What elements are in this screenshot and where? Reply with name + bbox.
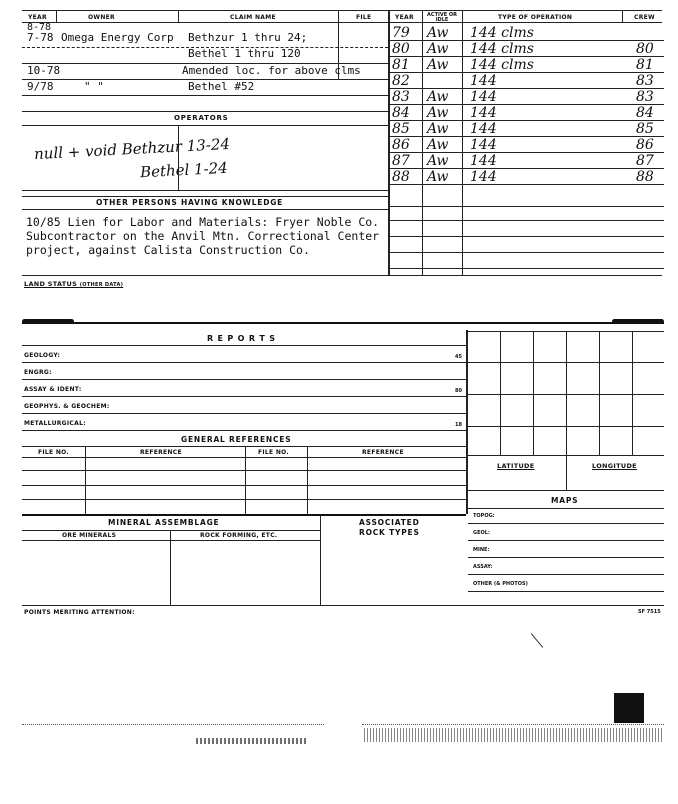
- activity-year: 79: [392, 25, 410, 41]
- mineral-assemblage-title: MINERAL ASSEMBLAGE: [108, 518, 220, 527]
- maps-title: MAPS: [551, 496, 579, 505]
- activity-type: 144: [470, 169, 497, 185]
- report-row-number: 45: [455, 354, 462, 360]
- activity-status: Aw: [427, 137, 449, 153]
- claim-row-4-claim: Bethel #52: [188, 80, 255, 93]
- activity-year: 85: [392, 121, 410, 137]
- other-persons-line-3: project, against Calista Construction Co.: [26, 243, 310, 257]
- activity-crew: 83: [636, 89, 654, 105]
- activity-type: 144: [470, 121, 497, 137]
- maps-row-label: MINE:: [473, 547, 490, 553]
- activity-crew: 80: [636, 41, 654, 57]
- reports-title: R E P O R T S: [207, 334, 276, 343]
- crew-header: CREW: [634, 14, 655, 21]
- claim-row-2-claim: Bethel 1 thru 120: [188, 47, 301, 60]
- maps-row-line: [468, 557, 664, 558]
- report-row-label: GEOPHYS. & GEOCHEM:: [24, 403, 110, 410]
- activity-year: 81: [392, 57, 410, 73]
- activity-type: 144 clms: [470, 41, 534, 57]
- activity-type: 144: [470, 105, 497, 121]
- scan-stroke: [531, 633, 543, 647]
- report-row-number: 80: [455, 388, 462, 394]
- activity-type: 144 clms: [470, 25, 534, 41]
- claim-row-1-owner: Omega Energy Corp: [61, 31, 174, 44]
- other-persons-title: OTHER PERSONS HAVING KNOWLEDGE: [96, 198, 284, 207]
- activity-row-line: [388, 268, 664, 269]
- associated-label: ASSOCIATED: [359, 518, 420, 527]
- scan-noise-left: [196, 738, 306, 744]
- activity-year: 87: [392, 153, 410, 169]
- report-row-line: [22, 430, 466, 431]
- reference-header-2: REFERENCE: [362, 449, 404, 456]
- operators-line-1: null + void Bethzur 13-24: [33, 134, 231, 164]
- land-status-label: LAND STATUS (OTHER DATA): [24, 280, 124, 288]
- activity-crew: 81: [636, 57, 654, 73]
- year2-header: YEAR: [395, 14, 414, 21]
- activity-year: 84: [392, 105, 410, 121]
- activity-status: Aw: [427, 41, 449, 57]
- report-row-label: ASSAY & IDENT:: [24, 386, 82, 393]
- activity-status: Aw: [427, 105, 449, 121]
- activity-type: 144: [470, 153, 497, 169]
- claim-row-1-claim: Bethzur 1 thru 24;: [188, 31, 308, 44]
- scan-artifact-block: [614, 693, 644, 723]
- reference-header: REFERENCE: [140, 449, 182, 456]
- activity-row-line: [388, 236, 664, 237]
- maps-row-line: [468, 540, 664, 541]
- grid-vline: [599, 331, 600, 455]
- grid-vline: [632, 331, 633, 455]
- activity-type: 144: [470, 89, 497, 105]
- activity-row-line: [388, 252, 664, 253]
- other-persons-line-1: 10/85 Lien for Labor and Materials: Fryer Noble Co.: [26, 215, 380, 229]
- activity-year: 83: [392, 89, 410, 105]
- scan-noise-right: [364, 728, 664, 742]
- grid-vline: [500, 331, 501, 455]
- general-references-title: GENERAL REFERENCES: [181, 435, 292, 444]
- owner-header: OWNER: [88, 14, 115, 21]
- maps-row-label: TOPOG:: [473, 513, 495, 519]
- other-persons-line-2: Subcontractor on the Anvil Mtn. Correctional Center: [26, 229, 380, 243]
- activity-crew: 85: [636, 121, 654, 137]
- maps-row-label: GEOL:: [473, 530, 490, 536]
- activity-status: Aw: [427, 121, 449, 137]
- rock-types-label: ROCK TYPES: [359, 528, 420, 537]
- activity-crew: 84: [636, 105, 654, 121]
- maps-row-label: ASSAY:: [473, 564, 493, 570]
- activity-crew: 88: [636, 169, 654, 185]
- file-header: FILE: [356, 14, 372, 21]
- activity-type: 144: [470, 73, 497, 89]
- claim-row-3-claim: Amended loc. for above clms: [182, 64, 361, 77]
- file-no-header-2: FILE NO.: [258, 449, 290, 456]
- activity-status: Aw: [427, 25, 449, 41]
- active-idle-header: ACTIVE OR IDLE: [427, 12, 457, 23]
- claim-row-4-year: 9/78: [27, 80, 54, 93]
- report-row-line: [22, 413, 466, 414]
- activity-year: 86: [392, 137, 410, 153]
- grid-vline: [533, 331, 534, 455]
- report-row-label: ENGRG:: [24, 369, 52, 376]
- latitude-label: LATITUDE: [497, 462, 535, 470]
- maps-row-line: [468, 523, 664, 524]
- claim-year-prefix: 8-78: [27, 22, 52, 33]
- activity-year: 80: [392, 41, 410, 57]
- claim-row-3-year: 10-78: [27, 64, 61, 77]
- report-row-line: [22, 396, 466, 397]
- grid-vline: [566, 331, 567, 455]
- rock-forming-header: ROCK FORMING, ETC.: [200, 532, 278, 539]
- activity-row-line: [388, 206, 664, 207]
- activity-year: 82: [392, 73, 410, 89]
- maps-row-label: OTHER (& PHOTOS): [473, 581, 528, 587]
- longitude-label: LONGITUDE: [592, 462, 637, 470]
- report-row-label: GEOLOGY:: [24, 352, 61, 359]
- ore-minerals-header: ORE MINERALS: [62, 532, 117, 539]
- file-no-header: FILE NO.: [38, 449, 70, 456]
- claim-row-4-owner: " ": [84, 80, 104, 93]
- maps-row-line: [468, 591, 664, 592]
- activity-status: Aw: [427, 169, 449, 185]
- activity-status: Aw: [427, 57, 449, 73]
- operators-title: OPERATORS: [174, 114, 229, 122]
- report-row-line: [22, 379, 466, 380]
- year-header: YEAR: [28, 14, 47, 21]
- activity-row-line: [388, 220, 664, 221]
- report-row-number: 18: [455, 422, 462, 428]
- report-row-line: [22, 362, 466, 363]
- claim-name-header: CLAIM NAME: [230, 14, 276, 21]
- maps-row-line: [468, 574, 664, 575]
- form-number: SF 7515: [638, 609, 661, 615]
- report-row-label: METALLURGICAL:: [24, 420, 86, 427]
- activity-status: Aw: [427, 89, 449, 105]
- activity-crew: 83: [636, 73, 654, 89]
- activity-type: 144 clms: [470, 57, 534, 73]
- type-operation-header: TYPE OF OPERATION: [498, 14, 573, 21]
- claim-row-1-year: 7-78: [27, 31, 54, 44]
- points-meriting-label: POINTS MERITING ATTENTION:: [24, 609, 135, 616]
- activity-crew: 87: [636, 153, 654, 169]
- operators-line-2: Bethel 1-24: [139, 158, 229, 182]
- activity-type: 144: [470, 137, 497, 153]
- activity-crew: 86: [636, 137, 654, 153]
- activity-status: Aw: [427, 153, 449, 169]
- activity-year: 88: [392, 169, 410, 185]
